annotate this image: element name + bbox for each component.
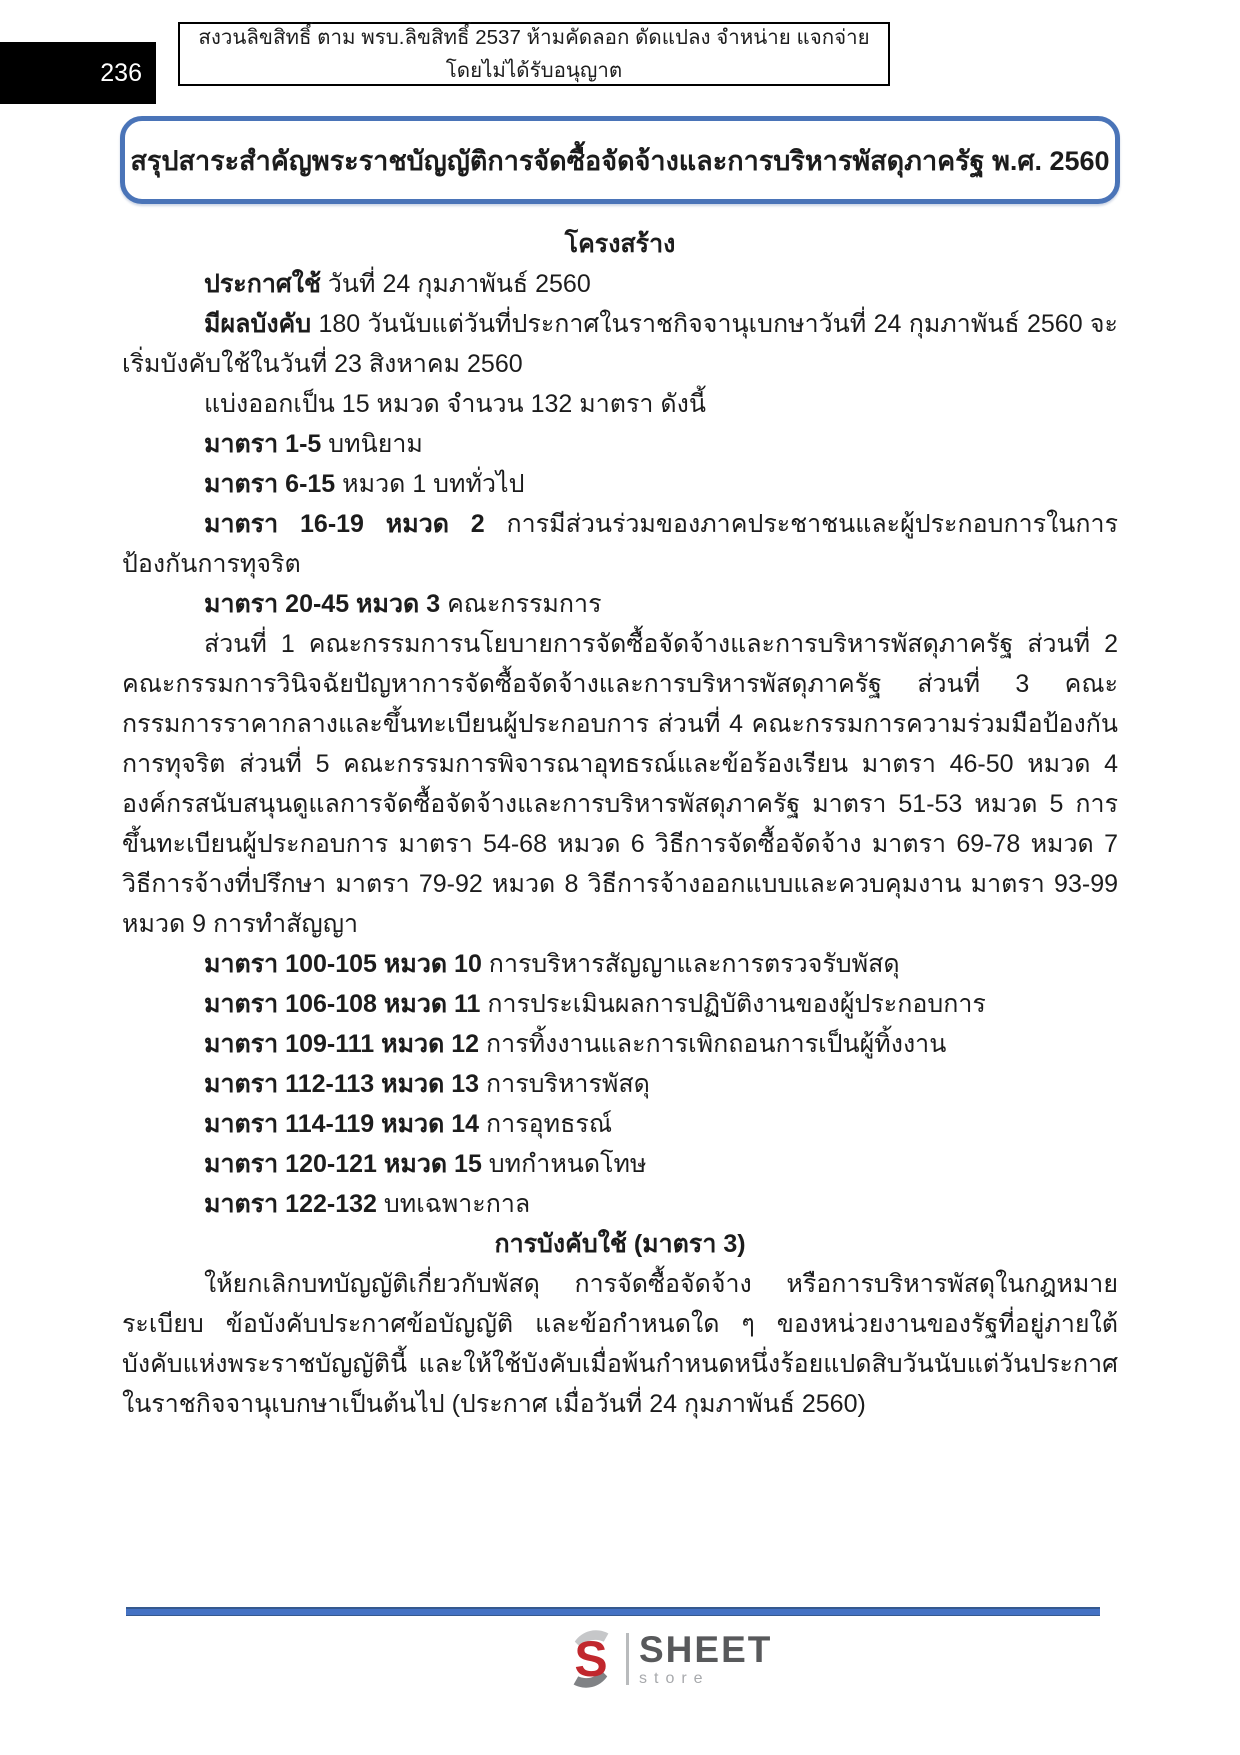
structure-item-text: การบริหารพัสดุ	[479, 1070, 650, 1098]
sheet-store-logo	[562, 1630, 772, 1688]
structure-item-label: มาตรา 122-132	[204, 1190, 377, 1218]
structure-item-label: มาตรา 1-5	[204, 430, 322, 458]
logo-title-text: SHEET	[639, 1629, 773, 1670]
structure-item	[122, 424, 1118, 464]
structure-item-text: การประเมินผลการปฏิบัติงานของผู้ประกอบการ	[480, 990, 986, 1018]
structure-item	[122, 1144, 1118, 1184]
enforcement-heading: การบังคับใช้ (มาตรา 3)	[494, 1230, 746, 1258]
structure-item	[122, 464, 1118, 504]
footer-divider-rule	[126, 1607, 1100, 1616]
structure-item-text: การบริหารสัญญาและการตรวจรับพัสดุ	[481, 950, 900, 978]
structure-item-text: บทกำหนดโทษ	[481, 1150, 647, 1178]
page-number-tab	[0, 42, 156, 104]
document-title: สรุปสาระสำคัญพระราชบัญญัติการจัดซื้อจัดจ้างและการบริหารพัสดุภาครัฐ พ.ศ. 2560	[130, 145, 1110, 176]
structure-item	[122, 304, 1118, 384]
structure-item	[122, 1104, 1118, 1144]
structure-item-text: การมีส่วนร่วมของภาคประชาชนและผู้ประกอบการในการป้องกันการทุจริต	[122, 510, 1118, 578]
structure-item-text: 180 วันนับแต่วันที่ประกาศในราชกิจจานุเบกษาวันที่ 24 กุมภาพันธ์ 2560 จะเริ่มบังคับใช้ในวันที่ 23 สิงหาคม 2560	[122, 310, 1118, 378]
structure-item	[122, 624, 1118, 944]
structure-item-text: ส่วนที่ 1 คณะกรรมการนโยบายการจัดซื้อจัดจ้างและการบริหารพัสดุภาครัฐ ส่วนที่ 2 คณะกรรมการวินิจฉัยปัญหาการจัดซื้อจัดจ้างและการบริหารพัสดุภาครัฐ ส่วนที่ 3 คณะกรรมการราคากลางและขึ้นทะเบียนผู้ประกอบการ ส่วนที่ 4 คณะกรรมการความร่วมมือป้องกันการทุจริต ส่วนที่ 5 คณะกรรมการพิจารณาอุทธรณ์และข้อร้องเรียน มาตรา 46-50 หมวด 4 องค์กรสนับสนุนดูแลการจัดซื้อจัดจ้างและการบริหารพัสดุภาครัฐ มาตรา 51-53 หมวด 5 การขึ้นทะเบียนผู้ประกอบการ มาตรา 54-68 หมวด 6 วิธีการจัดซื้อจัดจ้าง มาตรา 69-78 หมวด 7 วิธีการจ้างที่ปรึกษา มาตรา 79-92 หมวด 8 วิธีการจ้างออกแบบและควบคุมงาน มาตรา 93-99 หมวด 9 การทำสัญญา	[122, 630, 1118, 938]
structure-item-label: มาตรา 112-113 หมวด 13	[204, 1070, 480, 1098]
structure-item	[122, 384, 1118, 424]
structure-item	[122, 504, 1118, 584]
structure-item-label: มาตรา 100-105 หมวด 10	[204, 950, 482, 978]
structure-item	[122, 944, 1118, 984]
structure-item-label: มาตรา 106-108 หมวด 11	[204, 990, 481, 1018]
structure-item	[122, 1184, 1118, 1224]
structure-item-text: การทิ้งงานและการเพิกถอนการเป็นผู้ทิ้งงาน	[479, 1030, 947, 1058]
structure-item-text: บทเฉพาะกาล	[376, 1190, 531, 1218]
copyright-notice-text: สงวนลิขสิทธิ์ ตาม พรบ.ลิขสิทธิ์ 2537 ห้ามคัดลอก ดัดแปลง จำหน่าย แจกจ่าย โดยไม่ได้รับอนุญาต	[198, 26, 870, 82]
structure-list	[122, 264, 1118, 1224]
enforcement-paragraph: ให้ยกเลิกบทบัญญัติเกี่ยวกับพัสดุ การจัดซื้อจัดจ้าง หรือการบริหารพัสดุในกฎหมาย ระเบียบ ข้อบังคับประกาศข้อบัญญัติ และข้อกำหนดใด ๆ ของหน่วยงานของรัฐที่อยู่ภายใต้บังคับแห่งพระราชบัญญัตินี้ และให้ใช้บังคับเมื่อพ้นกำหนดหนึ่งร้อยแปดสิบวันนับแต่วันประกาศในราชกิจจานุเบกษาเป็นต้นไป (ประกาศ เมื่อวันที่ 24 กุมภาพันธ์ 2560)	[122, 1270, 1118, 1418]
structure-item	[122, 1064, 1118, 1104]
structure-item-text: การอุทธรณ์	[479, 1110, 613, 1138]
structure-item-label: มาตรา 20-45 หมวด 3	[204, 590, 441, 618]
structure-item-label: มาตรา 16-19 หมวด 2	[204, 510, 485, 538]
sheet-logo-s-icon	[562, 1630, 620, 1688]
structure-item-label: มีผลบังคับ	[204, 310, 312, 338]
logo-subtitle-text: store	[639, 1670, 710, 1687]
structure-item-label: มาตรา 120-121 หมวด 15	[204, 1150, 482, 1178]
document-title-box	[120, 116, 1120, 204]
structure-item-text: แบ่งออกเป็น 15 หมวด จำนวน 132 มาตรา ดังนี้	[204, 390, 706, 418]
structure-item-label: มาตรา 114-119 หมวด 14	[204, 1110, 480, 1138]
structure-item-text: คณะกรรมการ	[440, 590, 602, 618]
structure-heading: โครงสร้าง	[564, 230, 676, 258]
svg-text:S: S	[574, 1630, 608, 1687]
structure-item-label: ประกาศใช้	[204, 270, 321, 298]
logo-divider	[626, 1633, 629, 1685]
structure-item	[122, 264, 1118, 304]
structure-item-text: วันที่ 24 กุมภาพันธ์ 2560	[320, 270, 591, 298]
page-number: 236	[100, 58, 142, 87]
structure-item-label: มาตรา 109-111 หมวด 12	[204, 1030, 480, 1058]
structure-item	[122, 1024, 1118, 1064]
logo-text-block	[639, 1631, 772, 1687]
structure-item-text: บทนิยาม	[321, 430, 423, 458]
structure-item	[122, 584, 1118, 624]
document-body	[122, 224, 1118, 1424]
copyright-notice-box	[178, 22, 890, 86]
structure-item	[122, 984, 1118, 1024]
structure-item-text: หมวด 1 บททั่วไป	[335, 470, 525, 498]
structure-item-label: มาตรา 6-15	[204, 470, 336, 498]
